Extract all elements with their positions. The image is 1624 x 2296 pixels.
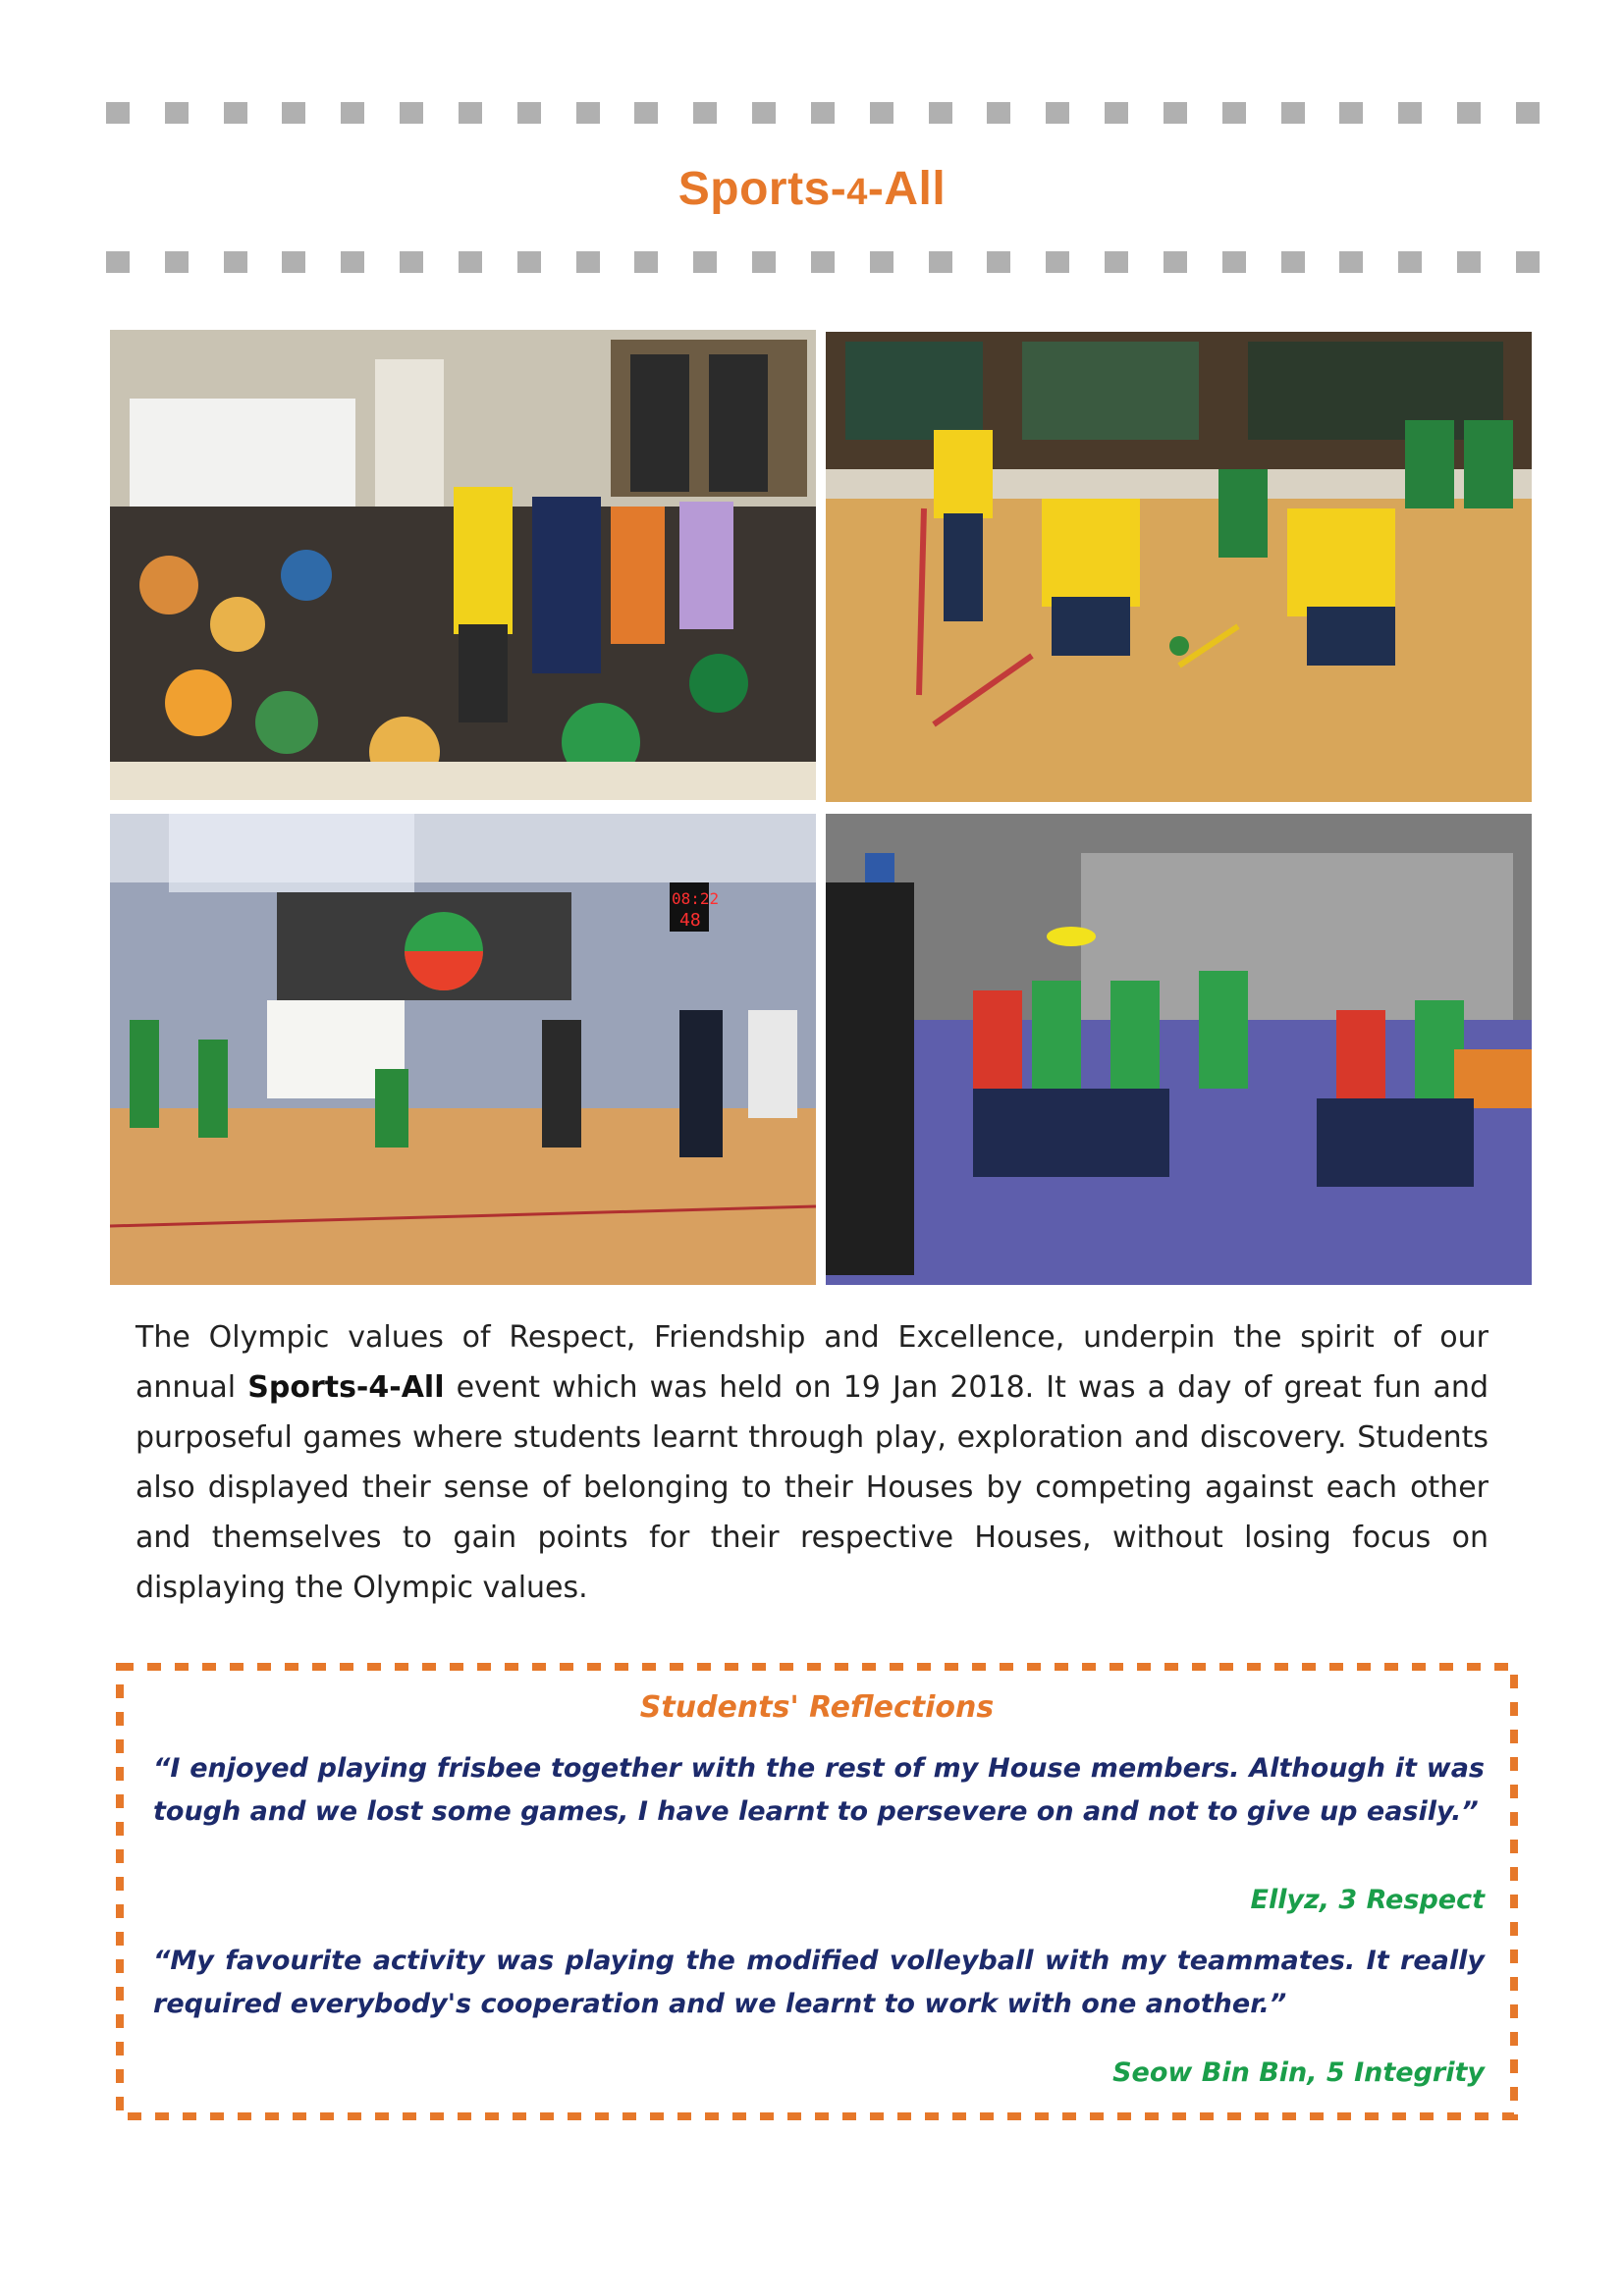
film-strip-square bbox=[752, 102, 776, 124]
svg-text:08:22: 08:22 bbox=[672, 889, 720, 908]
film-strip-square bbox=[106, 102, 130, 124]
reflections-heading: Students' Reflections bbox=[639, 1690, 995, 1725]
film-strip-square bbox=[517, 102, 541, 124]
film-strip-square bbox=[341, 102, 364, 124]
film-strip-square bbox=[870, 102, 893, 124]
film-strip-square bbox=[1281, 251, 1305, 273]
film-strip-square bbox=[459, 251, 482, 273]
film-strip-square bbox=[459, 102, 482, 124]
torch-relay-photo bbox=[110, 330, 816, 800]
reflection-author-1: Ellyz, 3 Respect bbox=[1250, 1885, 1485, 1915]
film-strip-square bbox=[1105, 251, 1128, 273]
film-strip-square bbox=[634, 251, 658, 273]
article-paragraph: The Olympic values of Respect, Friendship and Excellence, underpin the spirit of our annual Sports-4-All event which was held on 19 Jan 2018. It was a day of great fun and purposeful games where students learnt through play, exploration and discovery. Students also displayed their sense of belonging to their Houses by competing against each other and themselves to gain points for their respective Houses, without losing focus on displaying the Olympic values. bbox=[135, 1320, 1489, 1605]
film-strip-square bbox=[1164, 102, 1187, 124]
film-strip-square bbox=[282, 251, 305, 273]
film-strip-square bbox=[1222, 251, 1246, 273]
film-strip-square bbox=[1398, 102, 1422, 124]
film-strip-square bbox=[929, 251, 952, 273]
floorball-photo bbox=[826, 332, 1532, 802]
film-strip-square bbox=[400, 251, 423, 273]
film-strip-square bbox=[400, 102, 423, 124]
film-strip-square bbox=[165, 102, 189, 124]
film-strip-square bbox=[1164, 251, 1187, 273]
frisbee-photo bbox=[826, 814, 1532, 1285]
film-strip-square bbox=[282, 102, 305, 124]
film-strip-square bbox=[870, 251, 893, 273]
reflections-box bbox=[116, 1663, 1518, 2120]
film-strip-square bbox=[1046, 102, 1069, 124]
svg-text:48: 48 bbox=[679, 910, 701, 931]
reflection-author-2: Seow Bin Bin, 5 Integrity bbox=[1112, 2057, 1485, 2088]
film-strip-square bbox=[1281, 102, 1305, 124]
page-title: Sports-4-All bbox=[677, 163, 947, 215]
film-strip-square bbox=[224, 102, 247, 124]
film-strip-square bbox=[517, 251, 541, 273]
film-strip-square bbox=[987, 251, 1010, 273]
film-strip-square bbox=[1339, 102, 1363, 124]
reflection-quote-2: “My favourite activity was playing the modified volleyball with my teammates. It really required everybody's cooperation and we learnt to work with one another.” bbox=[153, 1946, 1485, 2019]
film-strip-square bbox=[1516, 102, 1540, 124]
film-strip-square bbox=[693, 251, 717, 273]
film-strip-square bbox=[576, 102, 600, 124]
film-strip-square bbox=[224, 251, 247, 273]
film-strip-square bbox=[1457, 251, 1481, 273]
film-strip-square bbox=[811, 102, 835, 124]
film-strip-square bbox=[634, 102, 658, 124]
film-strip-square bbox=[1339, 251, 1363, 273]
film-strip-square bbox=[693, 102, 717, 124]
film-strip-square bbox=[576, 251, 600, 273]
film-strip-square bbox=[1457, 102, 1481, 124]
film-strip-square bbox=[752, 251, 776, 273]
bottom-film-strip bbox=[106, 251, 1540, 273]
film-strip-square bbox=[811, 251, 835, 273]
film-strip-square bbox=[1046, 251, 1069, 273]
film-strip-square bbox=[1398, 251, 1422, 273]
film-strip-square bbox=[987, 102, 1010, 124]
film-strip-square bbox=[1222, 102, 1246, 124]
film-strip-square bbox=[106, 251, 130, 273]
film-strip-square bbox=[1105, 102, 1128, 124]
film-strip-square bbox=[165, 251, 189, 273]
film-strip-square bbox=[929, 102, 952, 124]
volleyball-photo bbox=[110, 814, 816, 1285]
film-strip-square bbox=[1516, 251, 1540, 273]
event-name: Sports-4-All bbox=[247, 1370, 445, 1405]
top-film-strip bbox=[106, 102, 1540, 124]
film-strip-square bbox=[341, 251, 364, 273]
reflection-quote-1: “I enjoyed playing frisbee together with the rest of my House members. Although it was tough and we lost some games, I have learnt to persevere on and not to give up easily.” bbox=[153, 1753, 1485, 1827]
